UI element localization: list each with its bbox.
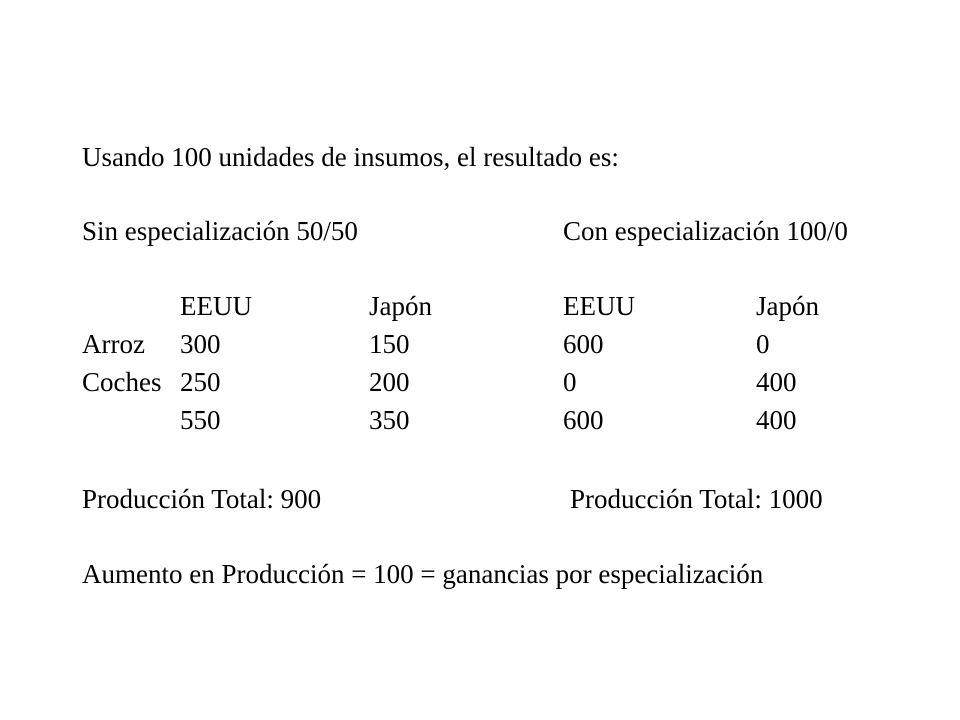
table-cell: 0 — [756, 329, 770, 359]
table-cell: 200 — [369, 367, 410, 397]
table-cell: 150 — [369, 329, 410, 359]
left-total: Producción Total: 900 — [82, 484, 322, 514]
column-header: EEUU — [180, 291, 252, 321]
intro-text: Usando 100 unidades de insumos, el resultado es: — [82, 142, 619, 172]
table-cell: 600 — [563, 405, 604, 435]
column-header: EEUU — [563, 291, 635, 321]
right-heading: Con especialización 100/0 — [563, 216, 848, 246]
table-cell: 350 — [369, 405, 410, 435]
row-label: Arroz — [82, 329, 145, 359]
column-header: Japón — [369, 291, 432, 321]
table-cell: 550 — [180, 405, 221, 435]
table-cell: 300 — [180, 329, 221, 359]
left-heading: Sin especialización 50/50 — [82, 216, 358, 246]
right-total: Producción Total: 1000 — [570, 484, 823, 514]
table-cell: 250 — [180, 367, 221, 397]
conclusion-text: Aumento en Producción = 100 = ganancias por especialización — [82, 559, 764, 589]
column-header: Japón — [756, 291, 819, 321]
table-cell: 400 — [756, 405, 797, 435]
table-cell: 0 — [563, 367, 577, 397]
table-cell: 400 — [756, 367, 797, 397]
table-cell: 600 — [563, 329, 604, 359]
row-label: Coches — [82, 367, 162, 397]
